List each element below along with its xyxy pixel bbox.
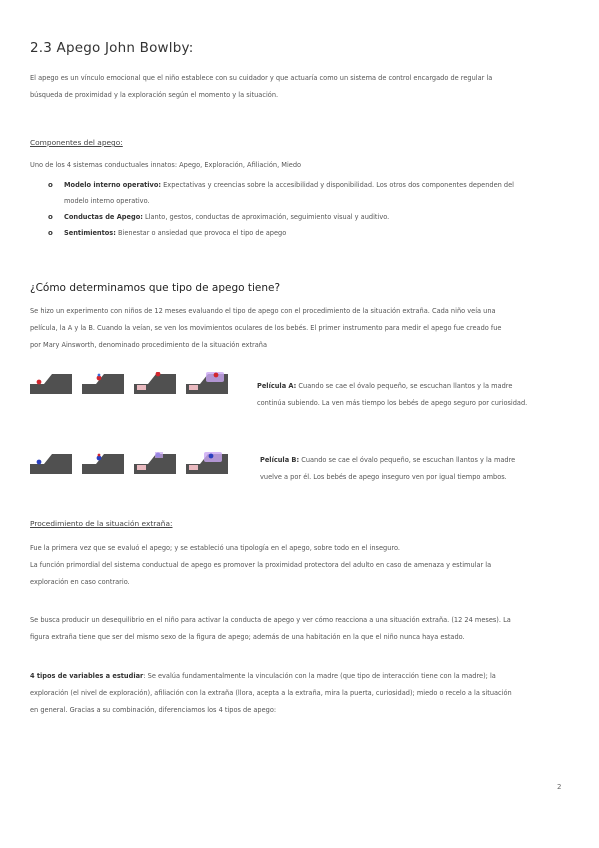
- procedure-paragraph-2: [30, 612, 580, 646]
- list-item: [30, 209, 575, 225]
- section2-paragraph: [30, 303, 580, 354]
- para-line: La función primordial del sistema conductual de apego es promover la proximidad protectora del adulto en caso de amenaza y estimular la: [30, 561, 492, 569]
- intro-line: El apego es un vínculo emocional que el niño establece con su cuidador y que actuaría como un sistema de control encargado de regular la: [30, 74, 493, 82]
- components-lead: Uno de los 4 sistemas conductuales innatos: Apego, Exploración, Afiliación, Miedo: [30, 161, 302, 169]
- film-a-caption: [257, 378, 587, 412]
- film-b-text: vuelve a por él. Los bebés de apego inseguro ven por igual tiempo ambos.: [260, 473, 507, 481]
- bullet: o: [48, 213, 53, 221]
- para-text: : Se evalúa fundamentalmente la vinculación con la madre (que tipo de interacción tiene con la madre); la: [143, 672, 496, 680]
- section2-heading: ¿Cómo determinamos que tipo de apego tiene?: [30, 282, 281, 294]
- film-a-text: continúa subiendo. La ven más tiempo los bebés de apego seguro por curiosidad.: [257, 399, 528, 407]
- para-line: exploración en caso contrario.: [30, 578, 130, 586]
- item-label: Conductas de Apego:: [64, 213, 143, 221]
- procedure-paragraph-1: [30, 540, 580, 591]
- intro-line: búsqueda de proximidad y la exploración según el momento y la situación.: [30, 91, 279, 99]
- film-b-strip: [30, 452, 228, 474]
- para-line: exploración (el nivel de exploración), afiliación con la extraña (llora, acepta a la extraña, mira la puerta, curiosidad); miedo o recelo a la situación: [30, 689, 512, 697]
- film-a-strip: [30, 372, 228, 394]
- film-a-frame-2: [82, 372, 124, 394]
- film-a-text: Cuando se cae el óvalo pequeño, se escuchan llantos y la madre: [298, 382, 513, 390]
- bullet: o: [48, 229, 53, 237]
- list-item: [30, 225, 575, 241]
- para-line: por Mary Ainsworth, denominado procedimiento de la situación extraña: [30, 341, 267, 349]
- film-b-caption: [260, 452, 590, 486]
- list-item: [30, 177, 575, 209]
- para-line: Se busca producir un desequilibrio en el niño para activar la conducta de apego y ver cómo reacciona a una situación extraña. (12 24 meses). La: [30, 616, 511, 624]
- item-text: Bienestar o ansiedad que provoca el tipo de apego: [117, 229, 287, 237]
- para-line: Se hizo un experimento con niños de 12 meses evaluando el tipo de apego con el procedimiento de la situación extraña. Cada niño veía una: [30, 307, 496, 315]
- procedure-paragraph-3: [30, 668, 580, 719]
- intro-paragraph: [30, 70, 575, 104]
- para-line: en general. Gracias a su combinación, diferenciamos los 4 tipos de apego:: [30, 706, 277, 714]
- item-text: modelo interno operativo.: [64, 197, 150, 205]
- components-list: [30, 177, 575, 241]
- components-heading: Componentes del apego:: [30, 138, 123, 147]
- film-a-frame-1: [30, 372, 72, 394]
- item-label: Sentimientos:: [64, 229, 116, 237]
- item-text: Llanto, gestos, conductas de aproximación, seguimiento visual y auditivo.: [145, 213, 390, 221]
- page-number: 2: [557, 783, 562, 791]
- para-line: película, la A y la B. Cuando la veían, se ven los movimientos oculares de los bebés. El primer instrumento para medir el apego fue creado fue: [30, 324, 502, 332]
- film-b-frame-3: [134, 452, 176, 474]
- para-line: [30, 668, 580, 685]
- variables-label: 4 tipos de variables a estudiar: [30, 672, 144, 680]
- film-b-label: Película B:: [260, 456, 300, 464]
- item-label: Modelo interno operativo:: [64, 181, 162, 189]
- procedure-heading: Procedimiento de la situación extraña:: [30, 519, 173, 528]
- bullet: o: [48, 181, 53, 189]
- film-a-frame-3: [134, 372, 176, 394]
- para-line: Fue la primera vez que se evaluó el apego; y se estableció una tipología en el apego, sobre todo en el inseguro.: [30, 544, 400, 552]
- film-b-frame-2: [82, 452, 124, 474]
- film-a-frame-4: [186, 372, 228, 394]
- film-b-frame-4: [186, 452, 228, 474]
- film-b-frame-1: [30, 452, 72, 474]
- film-a-label: Película A:: [257, 382, 297, 390]
- section-title: 2.3 Apego John Bowlby:: [30, 40, 194, 56]
- para-line: figura extraña tiene que ser del mismo sexo de la figura de apego; además de una habitación en la que el niño nunca haya estado.: [30, 633, 465, 641]
- item-text: Expectativas y creencias sobre la accesibilidad y disponibilidad. Los otros dos componentes dependen del: [163, 181, 514, 189]
- film-b-text: Cuando se cae el óvalo pequeño, se escuchan llantos y la madre: [301, 456, 516, 464]
